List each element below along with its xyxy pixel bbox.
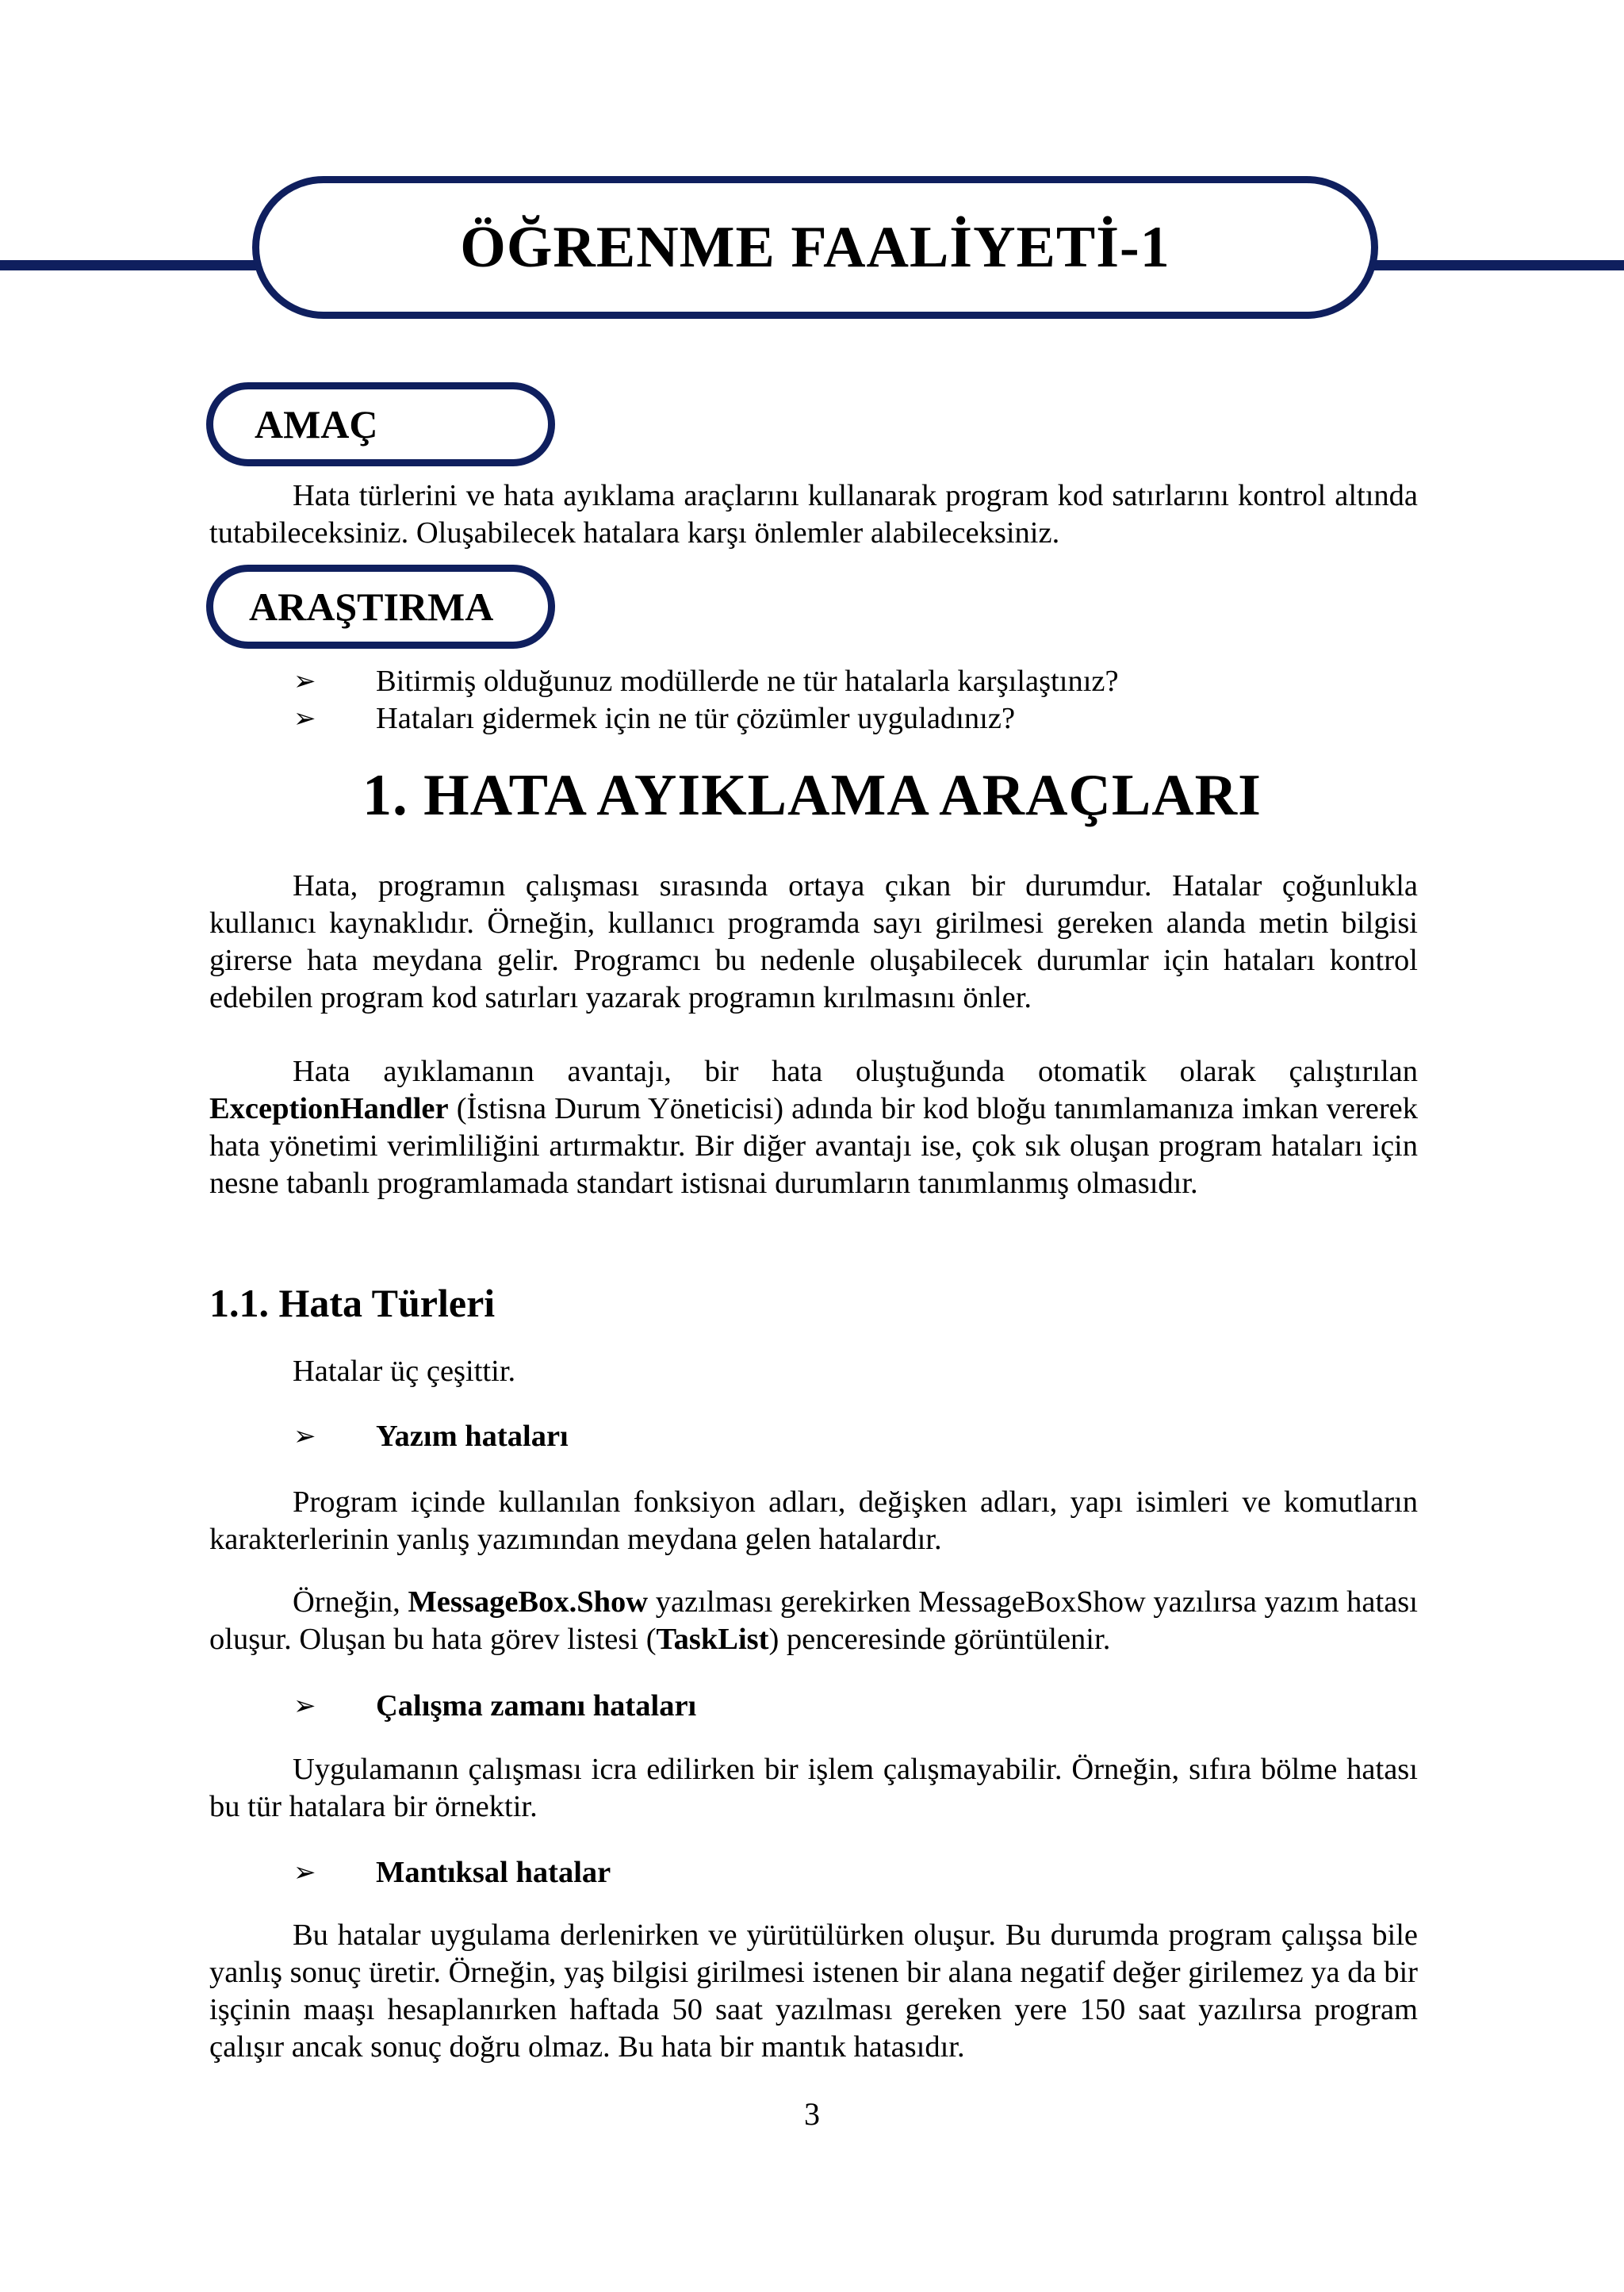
amac-label: AMAÇ (255, 402, 378, 447)
banner-line-left (0, 260, 262, 270)
arrowhead-bullet-icon: ➢ (293, 1858, 316, 1888)
error-type-title: Çalışma zamanı hataları (376, 1689, 697, 1723)
amac-label-box (206, 382, 555, 466)
subsection-heading: 1.1. Hata Türleri (209, 1281, 496, 1325)
arastirma-item (293, 663, 1119, 700)
subsection-intro: Hatalar üç çeşittir. (293, 1355, 516, 1388)
paragraph-text: ) penceresinde görüntülenir. (768, 1623, 1111, 1656)
arastirma-label: ARAŞTIRMA (249, 584, 494, 629)
error-type-title: Mantıksal hatalar (376, 1856, 611, 1889)
tasklist-term: TaskList (656, 1623, 769, 1656)
arrowhead-bullet-icon: ➢ (293, 667, 316, 696)
arrowhead-bullet-icon: ➢ (293, 1692, 316, 1721)
error-type-heading (293, 1418, 569, 1455)
paragraph-text: Hata ayıklamanın avantajı, bir hata oluştuğunda otomatik olarak çalıştırılan (293, 1055, 1418, 1088)
amac-text: Hata türlerini ve hata ayıklama araçlarını kullanarak program kod satırlarını kontrol altında tutabileceksiniz. Oluşabilecek hatalara karşı önlemler alabileceksiniz. (209, 479, 1418, 550)
section-heading: 1. HATA AYIKLAMA ARAÇLARI (362, 763, 1262, 828)
error-type-heading (293, 1688, 696, 1725)
messagebox-term: MessageBox.Show (408, 1585, 649, 1619)
banner-line-right (1369, 260, 1624, 270)
page-number: 3 (804, 2096, 820, 2132)
activity-title-banner (252, 176, 1378, 319)
activity-title: ÖĞRENME FAALİYETİ-1 (460, 214, 1170, 280)
arastirma-item-text: Bitirmiş olduğunuz modüllerde ne tür hatalarla karşılaştınız? (376, 665, 1119, 698)
arrowhead-bullet-icon: ➢ (293, 1422, 316, 1451)
error-type-title: Yazım hataları (376, 1420, 569, 1453)
arrowhead-bullet-icon: ➢ (293, 704, 316, 734)
section-paragraph-1: Hata, programın çalışması sırasında ortaya çıkan bir durumdur. Hatalar çoğunlukla kullanıcı kaynaklıdır. Örneğin, kullanıcı programda sayı girilmesi gereken alanda metin bilgisi girerse hata meydana gelir. Programcı bu nedenle oluşabilecek durumlar için hataları kontrol edebilen program kod satırları yazarak programın kırılmasını önler. (209, 869, 1418, 1014)
paragraph-text: Örneğin, (293, 1585, 408, 1619)
calisma-paragraph: Uygulamanın çalışması icra edilirken bir işlem çalışmayabilir. Örneğin, sıfıra bölme hatası bu tür hatalara bir örnektir. (209, 1753, 1418, 1823)
arastirma-item (293, 700, 1015, 738)
yazim-paragraph-2 (209, 1584, 1418, 1658)
arastirma-item-text: Hataları gidermek için ne tür çözümler uyguladınız? (376, 702, 1016, 735)
paragraph-text: (İstisna Durum Yöneticisi) adında bir kod bloğu tanımlamanıza imkan vererek hata yönetimi verimliliğini artırmaktır. Bir diğer avantajı ise, çok sık oluşan program hataları için nesne tabanlı programlamada standart istisnai durumların tanımlanmış olmasıdır. (209, 1092, 1418, 1200)
exception-handler-term: ExceptionHandler (209, 1092, 449, 1125)
mantiksal-paragraph: Bu hatalar uygulama derlenirken ve yürütülürken oluşur. Bu durumda program çalışsa bile yanlış sonuç üretir. Örneğin, yaş bilgisi girilmesi istenen bir alana negatif değer girilemez ya da bir işçinin maaşı hesaplanırken haftada 50 saat yazılması gereken yere 150 saat yazılırsa program çalışır ancak sonuç doğru olmaz. Bu hata bir mantık hatasıdır. (209, 1918, 1418, 2064)
section-paragraph-2 (209, 1053, 1418, 1202)
yazim-paragraph-1: Program içinde kullanılan fonksiyon adları, değişken adları, yapı isimleri ve komutların karakterlerinin yanlış yazımından meydana gelen hatalardır. (209, 1485, 1418, 1556)
paragraph-text: yazılması gerekirken MessageBoxShow yazılırsa yazım hatası oluşur. Oluşan bu hata görev listesi ( (209, 1585, 1418, 1656)
arastirma-label-box (206, 565, 555, 649)
error-type-heading (293, 1854, 611, 1891)
